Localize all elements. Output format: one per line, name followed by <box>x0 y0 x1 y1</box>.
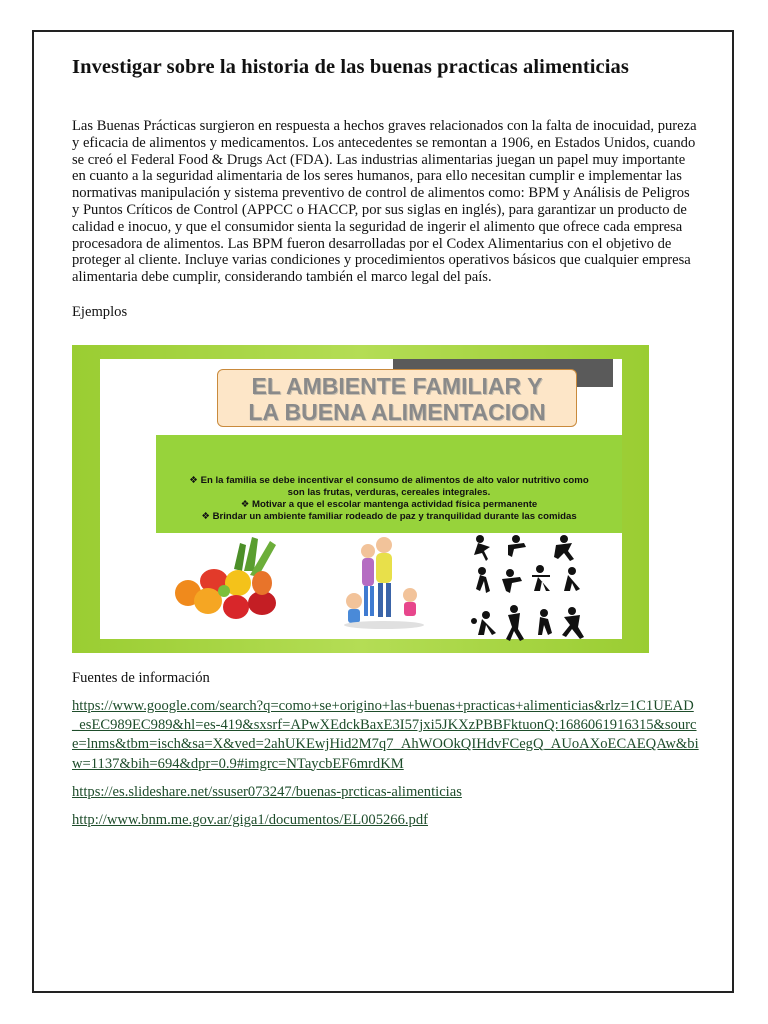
source-link[interactable]: https://es.slideshare.net/ssuser073247/buenas-prcticas-alimenticias <box>72 783 462 800</box>
source-link[interactable]: https://www.google.com/search?q=como+se+origino+las+buenas+practicas+alimenticias&rlz=1C1UEAD_esEC989EC989&hl=es-419&sxsrf=APwXEdckBaxE3I57jxi5JKXzPBBFktuonQ:1686061916315&source=lnms&tbm=isch&sa=X&ved=2ahUKEwjHid2M7q7_AhWOOkQIHdvFCegQ_AUoAXoECAEQAw&biw=1137&bih=694&dpr=0.9#imgrc=NTaycbEF6mrdKM <box>72 698 699 772</box>
family-illustration <box>340 531 428 631</box>
source-link[interactable]: http://www.bnm.me.gov.ar/giga1/documentos/EL005266.pdf <box>72 812 429 829</box>
poster-slide <box>100 359 622 639</box>
poster-bullet: ❖ Motivar a que el escolar mantenga actividad física permanente <box>240 499 538 510</box>
sources-heading: Fuentes de información <box>72 670 210 686</box>
sources-list <box>72 697 700 830</box>
fruits-vegetables-illustration <box>174 531 286 623</box>
document-body <box>72 56 698 321</box>
document-title: Investigar sobre la historia de las buenas practicas alimenticias <box>72 56 629 78</box>
poster-bullets <box>156 475 622 523</box>
poster-bullet: son las frutas, verduras, cereales integrales. <box>287 487 491 498</box>
examples-heading: Ejemplos <box>72 303 128 320</box>
poster-title-line1: EL AMBIENTE FAMILIAR Y <box>251 373 543 399</box>
poster-bullet: ❖ En la familia se debe incentivar el consumo de alimentos de alto valor nutritivo como <box>189 475 589 486</box>
poster-title-line2: LA BUENA ALIMENTACION <box>248 399 546 425</box>
poster-bullet: ❖ Brindar un ambiente familiar rodeado de paz y tranquilidad durante las comidas <box>201 511 577 522</box>
intro-paragraph: Las Buenas Prácticas surgieron en respuesta a hechos graves relacionados con la falta de inocuidad, pureza y eficacia de alimentos y medicamentos. Los antecedentes se remontan a 1906, en Estados Unidos, cuando se creó el Federal Food & Drugs Act (FDA). Las industrias alimentarias juegan un papel muy importante en cuanto a la seguridad alimentaria de los seres humanos, para ello necesitan cumplir e implementar las normativas manipulación y sistema preventivo de control de alimentos como: BPM y Análisis de Peligros y Puntos Críticos de Control (APPCC o HACCP, por sus siglas en inglés), para garantizar un producto de calidad e inocuo, y que el consumidor sienta la seguridad de ingerir el alimento que ofrece cada empresa procesadora de alimentos. Las BPM fueron desarrolladas por el Codex Alimentarius con el objetivo de proteger al cliente. Incluye varias condiciones y procedimientos operativos básicos que cualquier empresa alimentaria debe cumplir, considerando también el marco legal del país. <box>72 118 697 286</box>
example-poster-image <box>72 345 649 653</box>
poster-title <box>217 369 577 427</box>
sports-pictograms-illustration <box>468 531 592 643</box>
